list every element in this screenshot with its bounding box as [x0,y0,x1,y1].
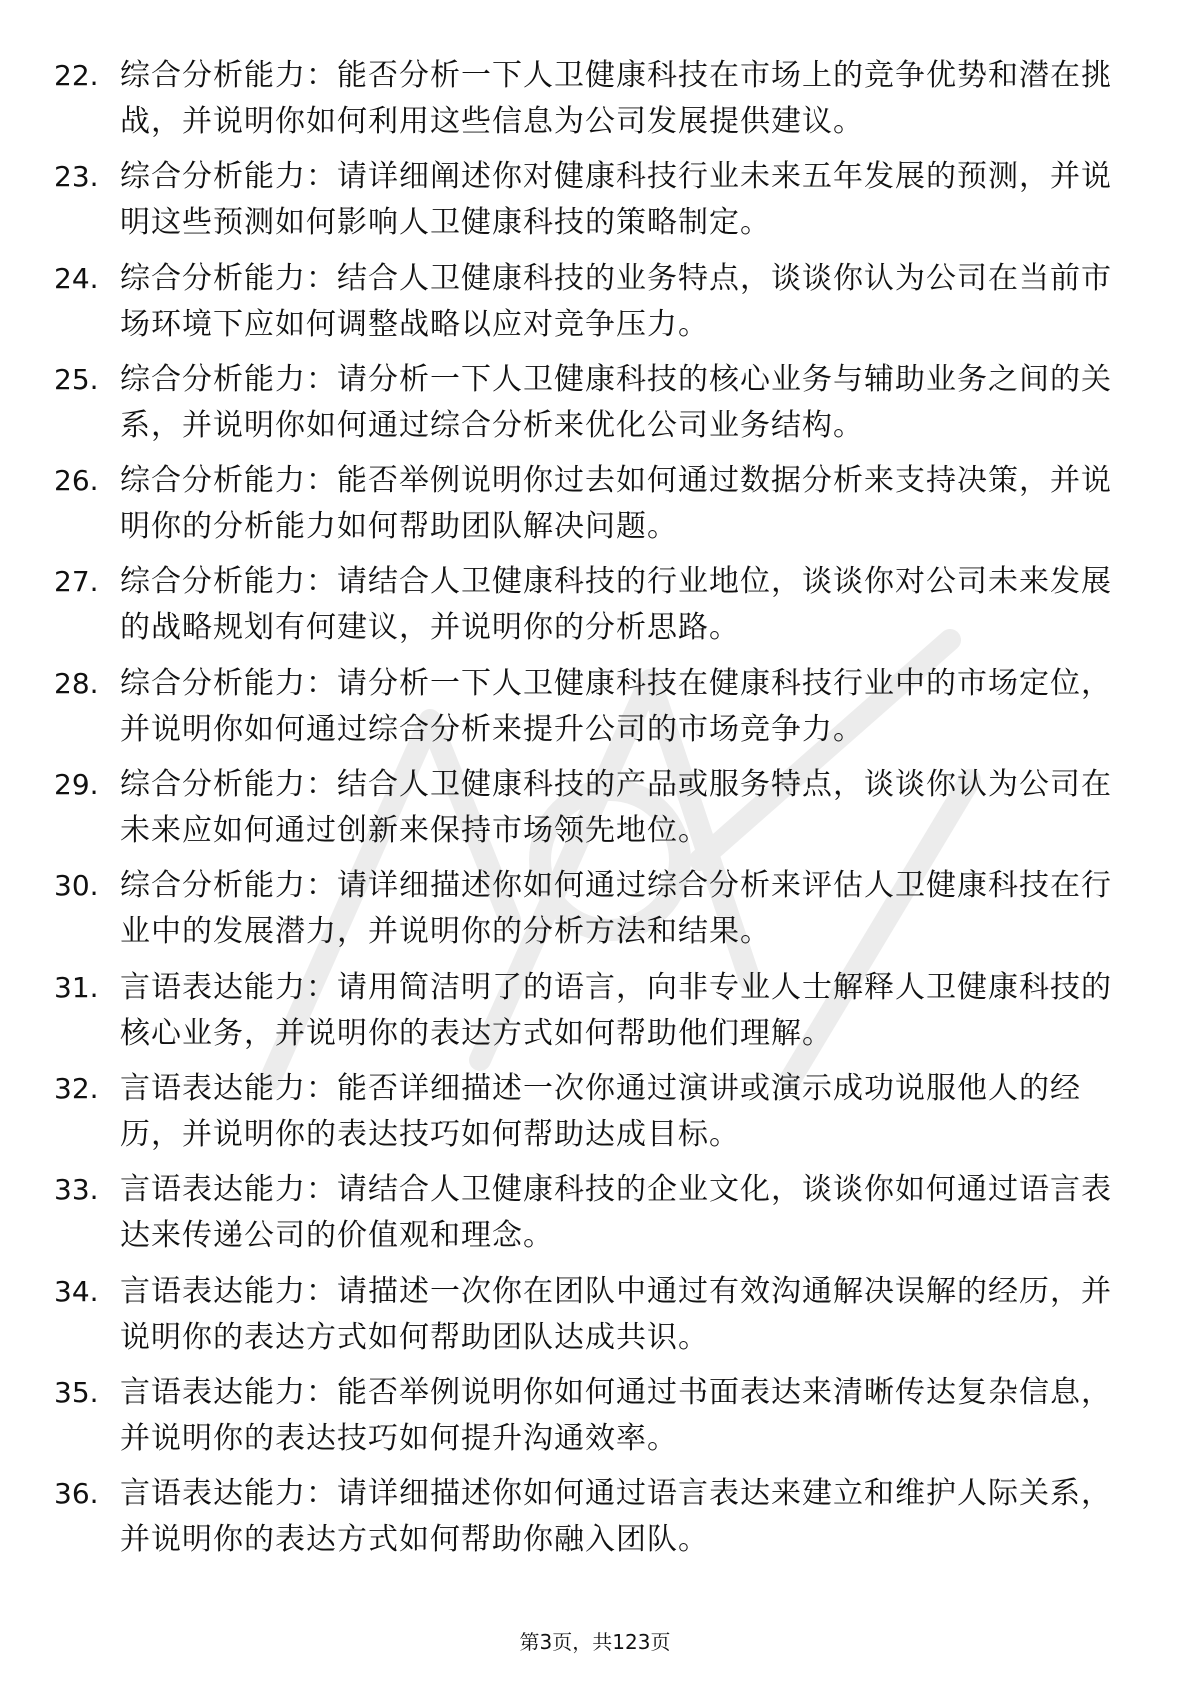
question-list [54,53,1134,1572]
question-category: 言语表达能力： [120,1374,337,1410]
question-number: 32. [54,1071,99,1105]
question-category: 言语表达能力： [120,969,337,1005]
question-text [120,559,1134,651]
question-text [120,256,1134,348]
question-item [54,1167,1134,1268]
question-category: 综合分析能力： [120,260,337,296]
question-number: 28. [54,666,99,700]
question-text [120,154,1134,246]
question-text [120,1167,1134,1259]
question-number: 31. [54,970,99,1004]
question-number: 34. [54,1274,99,1308]
question-category: 综合分析能力： [120,159,337,195]
question-item [54,154,1134,255]
question-item [54,965,1134,1066]
question-category: 综合分析能力： [120,564,337,600]
question-item [54,661,1134,762]
question-item [54,53,1134,154]
question-body: 能否分析一下人卫健康科技在市场上的竞争优势和潜在挑战，并说明你如何利用这些信息为公司发展提供建议。 [120,58,1112,139]
question-text [120,1066,1134,1158]
question-item [54,1370,1134,1471]
question-text [120,863,1134,955]
question-body: 请结合人卫健康科技的行业地位，谈谈你对公司未来发展的战略规划有何建议，并说明你的分析思路。 [120,564,1112,646]
question-text [120,1471,1134,1563]
question-text [120,1269,1134,1361]
question-body: 请描述一次你在团队中通过有效沟通解决误解的经历，并说明你的表达方式如何帮助团队达成共识。 [120,1273,1112,1355]
question-body: 请结合人卫健康科技的企业文化，谈谈你如何通过语言表达来传递公司的价值观和理念。 [120,1172,1112,1254]
question-body: 请分析一下人卫健康科技的核心业务与辅助业务之间的关系，并说明你如何通过综合分析来优化公司业务结构。 [120,361,1112,443]
question-body: 请分析一下人卫健康科技在健康科技行业中的市场定位，并说明你如何通过综合分析来提升公司的市场竞争力。 [120,665,1112,747]
question-number: 26. [54,464,99,498]
question-text [120,458,1134,550]
question-category: 综合分析能力： [120,868,337,904]
question-text [120,1370,1134,1462]
question-body: 能否举例说明你过去如何通过数据分析来支持决策，并说明你的分析能力如何帮助团队解决问题。 [120,463,1112,545]
question-item [54,1471,1134,1572]
question-number: 33. [54,1173,99,1207]
question-category: 言语表达能力： [120,1070,337,1106]
question-item [54,1269,1134,1370]
question-category: 综合分析能力： [120,361,337,397]
question-item [54,559,1134,660]
question-number: 27. [54,565,99,599]
question-number: 30. [54,869,99,903]
question-category: 综合分析能力： [120,463,337,499]
question-item [54,256,1134,357]
question-body: 结合人卫健康科技的业务特点，谈谈你认为公司在当前市场环境下应如何调整战略以应对竞争压力。 [120,260,1112,342]
question-category: 综合分析能力： [120,58,337,93]
question-body: 请详细描述你如何通过综合分析来评估人卫健康科技在行业中的发展潜力，并说明你的分析方法和结果。 [120,868,1112,950]
question-number: 24. [54,261,99,295]
question-number: 36. [54,1477,99,1511]
question-category: 言语表达能力： [120,1476,337,1512]
question-text [120,762,1134,854]
question-text [120,661,1134,753]
question-category: 综合分析能力： [120,767,337,803]
question-category: 综合分析能力： [120,665,337,701]
question-number: 35. [54,1375,99,1409]
question-item [54,863,1134,964]
question-item [54,357,1134,458]
question-category: 言语表达能力： [120,1172,337,1208]
question-item [54,762,1134,863]
question-text [120,53,1134,145]
question-body: 请详细阐述你对健康科技行业未来五年发展的预测，并说明这些预测如何影响人卫健康科技的策略制定。 [120,159,1112,241]
question-number: 23. [54,160,99,194]
question-body: 请详细描述你如何通过语言表达来建立和维护人际关系，并说明你的表达方式如何帮助你融入团队。 [120,1476,1112,1558]
question-number: 22. [54,59,99,92]
question-category: 言语表达能力： [120,1273,337,1309]
question-text [120,357,1134,449]
question-body: 能否详细描述一次你通过演讲或演示成功说服他人的经历，并说明你的表达技巧如何帮助达成目标。 [120,1070,1081,1152]
question-text [120,965,1134,1057]
question-number: 25. [54,362,99,396]
question-item [54,1066,1134,1167]
question-body: 能否举例说明你如何通过书面表达来清晰传达复杂信息，并说明你的表达技巧如何提升沟通效率。 [120,1374,1112,1456]
question-item [54,458,1134,559]
page-number: 第3页，共123页 [519,1630,671,1654]
question-number: 29. [54,768,99,802]
question-body: 结合人卫健康科技的产品或服务特点，谈谈你认为公司在未来应如何通过创新来保持市场领先地位。 [120,767,1112,849]
question-body: 请用简洁明了的语言，向非专业人士解释人卫健康科技的核心业务，并说明你的表达方式如何帮助他们理解。 [120,969,1112,1051]
